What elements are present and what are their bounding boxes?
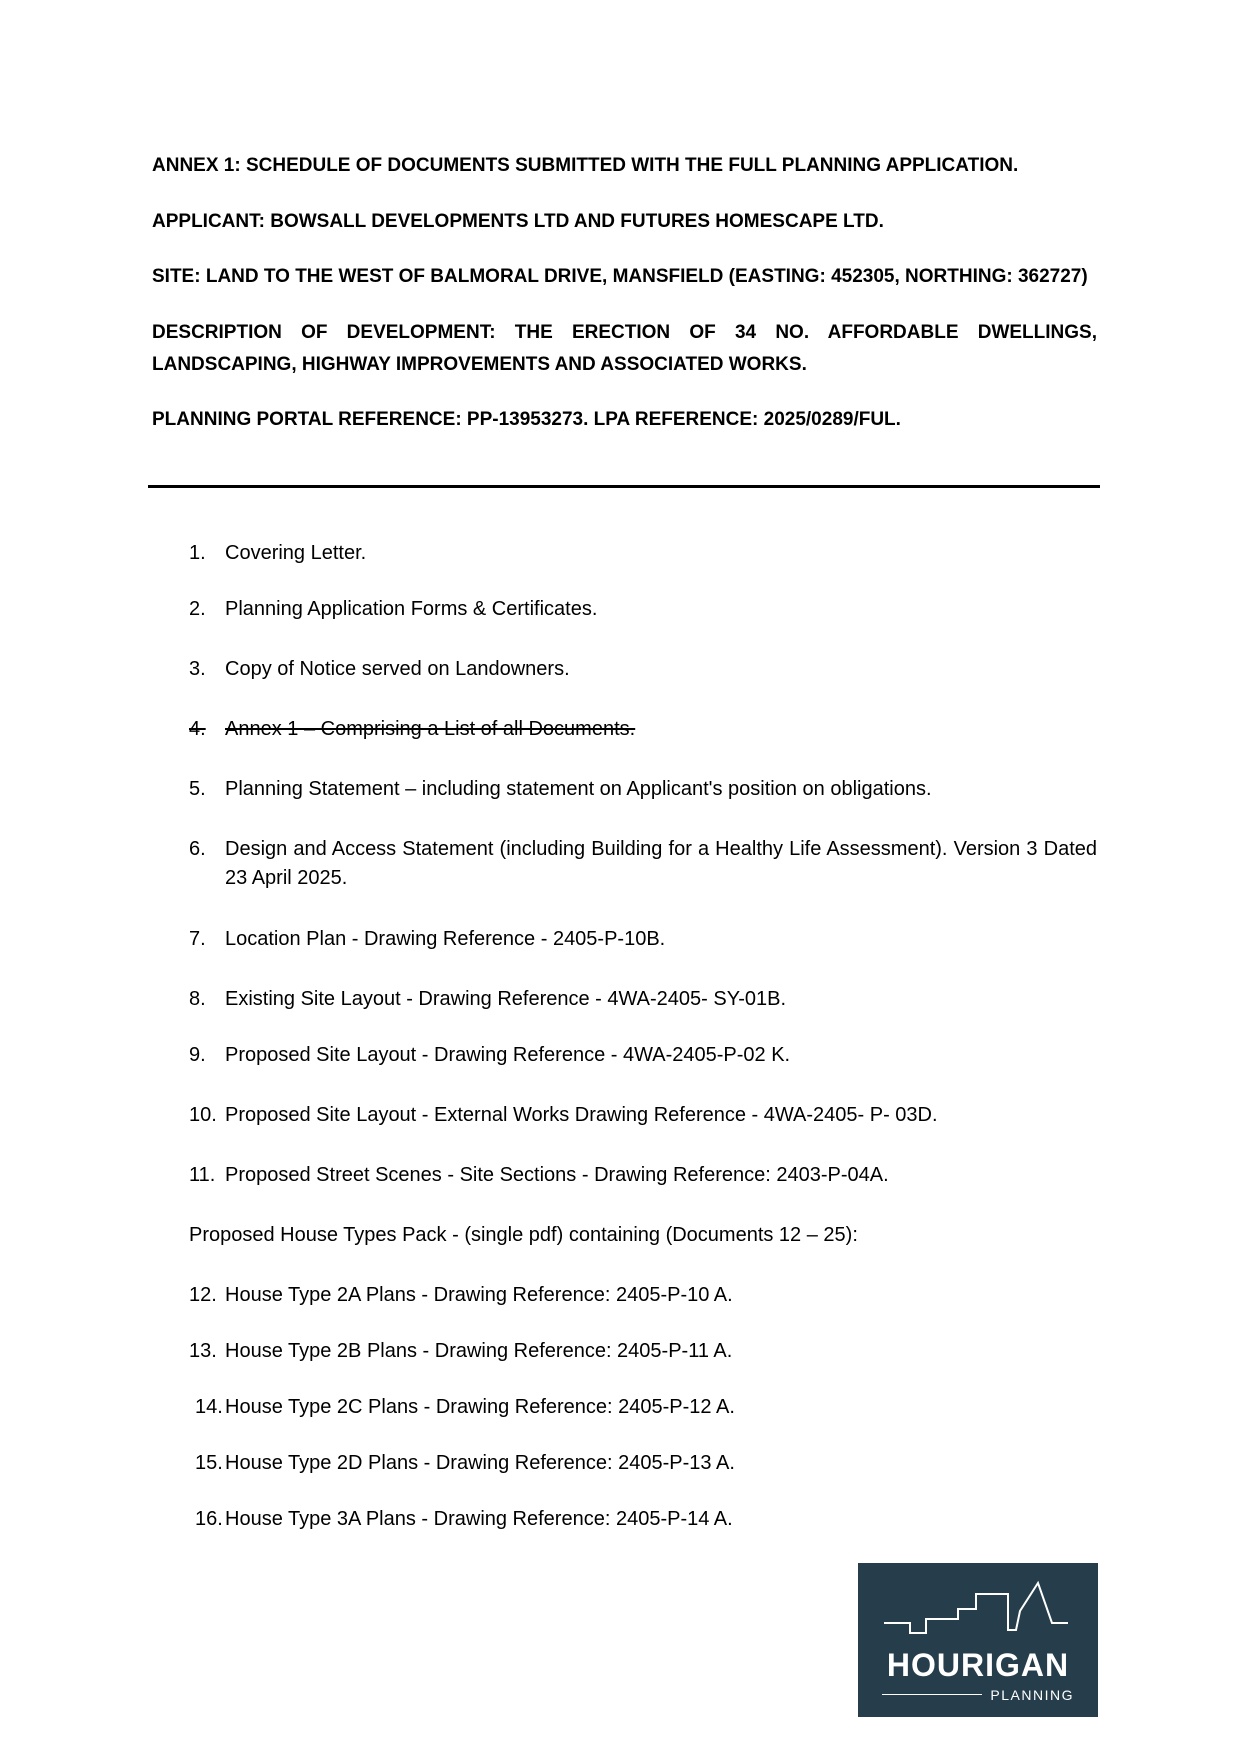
item-text: Proposed Site Layout - Drawing Reference - 4WA-2405-P-02 K.	[225, 1044, 791, 1066]
skyline-icon	[858, 1563, 1098, 1647]
item-number: 6.	[189, 838, 206, 860]
item-number: 9.	[189, 1044, 206, 1066]
development-description: DESCRIPTION OF DEVELOPMENT: THE ERECTION OF 34 NO. AFFORDABLE DWELLINGS, LANDSCAPING, HIGHWAY IMPROVEMENTS AND ASSOCIATED WORKS.	[152, 322, 1097, 375]
hourigan-planning-logo	[858, 1563, 1098, 1717]
site-line: SITE: LAND TO THE WEST OF BALMORAL DRIVE, MANSFIELD (EASTING: 452305, NORTHING: 362727)	[152, 266, 1088, 287]
logo-tagline: PLANNING	[990, 1687, 1074, 1703]
item-text: Proposed Site Layout - External Works Drawing Reference - 4WA-2405- P- 03D.	[225, 1104, 938, 1126]
item-number: 5.	[189, 778, 206, 800]
item-number: 3.	[189, 658, 206, 680]
item-text: House Type 2D Plans - Drawing Reference: 2405-P-13 A.	[225, 1452, 735, 1474]
item-number: 2.	[189, 598, 206, 620]
house-types-intro: Proposed House Types Pack - (single pdf) containing (Documents 12 – 25):	[189, 1224, 858, 1246]
item-number: 15.	[195, 1452, 223, 1474]
item-number: 7.	[189, 928, 206, 950]
item-text: Location Plan - Drawing Reference - 2405-P-10B.	[225, 928, 666, 950]
item-text: Proposed Street Scenes - Site Sections - Drawing Reference: 2403-P-04A.	[225, 1164, 889, 1186]
item-text: House Type 3A Plans - Drawing Reference: 2405-P-14 A.	[225, 1508, 733, 1530]
item-text: Copy of Notice served on Landowners.	[225, 658, 570, 680]
annex-title: ANNEX 1: SCHEDULE OF DOCUMENTS SUBMITTED WITH THE FULL PLANNING APPLICATION.	[152, 155, 1019, 176]
item-number: 4.	[189, 718, 206, 740]
applicant-line: APPLICANT: BOWSALL DEVELOPMENTS LTD AND FUTURES HOMESCAPE LTD.	[152, 211, 884, 232]
item-text: Design and Access Statement (including Building for a Healthy Life Assessment). Version 3 Dated 23 April 2025.	[225, 838, 1097, 889]
item-text: Existing Site Layout - Drawing Reference - 4WA-2405- SY-01B.	[225, 988, 787, 1010]
item-number: 8.	[189, 988, 206, 1010]
item-text: Annex 1 – Comprising a List of all Documents.	[225, 718, 636, 740]
item-text: House Type 2B Plans - Drawing Reference: 2405-P-11 A.	[225, 1340, 733, 1362]
item-number: 14.	[195, 1396, 223, 1418]
section-divider	[148, 485, 1100, 488]
reference-line: PLANNING PORTAL REFERENCE: PP-13953273. LPA REFERENCE: 2025/0289/FUL.	[152, 409, 901, 430]
item-text: House Type 2C Plans - Drawing Reference: 2405-P-12 A.	[225, 1396, 735, 1418]
item-number: 10.	[189, 1104, 217, 1126]
logo-wordmark: HOURIGAN	[886, 1647, 1070, 1683]
logo-rule	[882, 1694, 982, 1695]
item-text: Planning Application Forms & Certificates.	[225, 598, 598, 620]
item-number: 11.	[189, 1164, 216, 1186]
item-number: 1.	[189, 542, 206, 564]
item-number: 16.	[195, 1508, 223, 1530]
item-text: Planning Statement – including statement on Applicant's position on obligations.	[225, 778, 932, 800]
item-text: Covering Letter.	[225, 542, 367, 564]
item-number: 13.	[189, 1340, 217, 1362]
item-text: House Type 2A Plans - Drawing Reference: 2405-P-10 A.	[225, 1284, 733, 1306]
item-number: 12.	[189, 1284, 217, 1306]
